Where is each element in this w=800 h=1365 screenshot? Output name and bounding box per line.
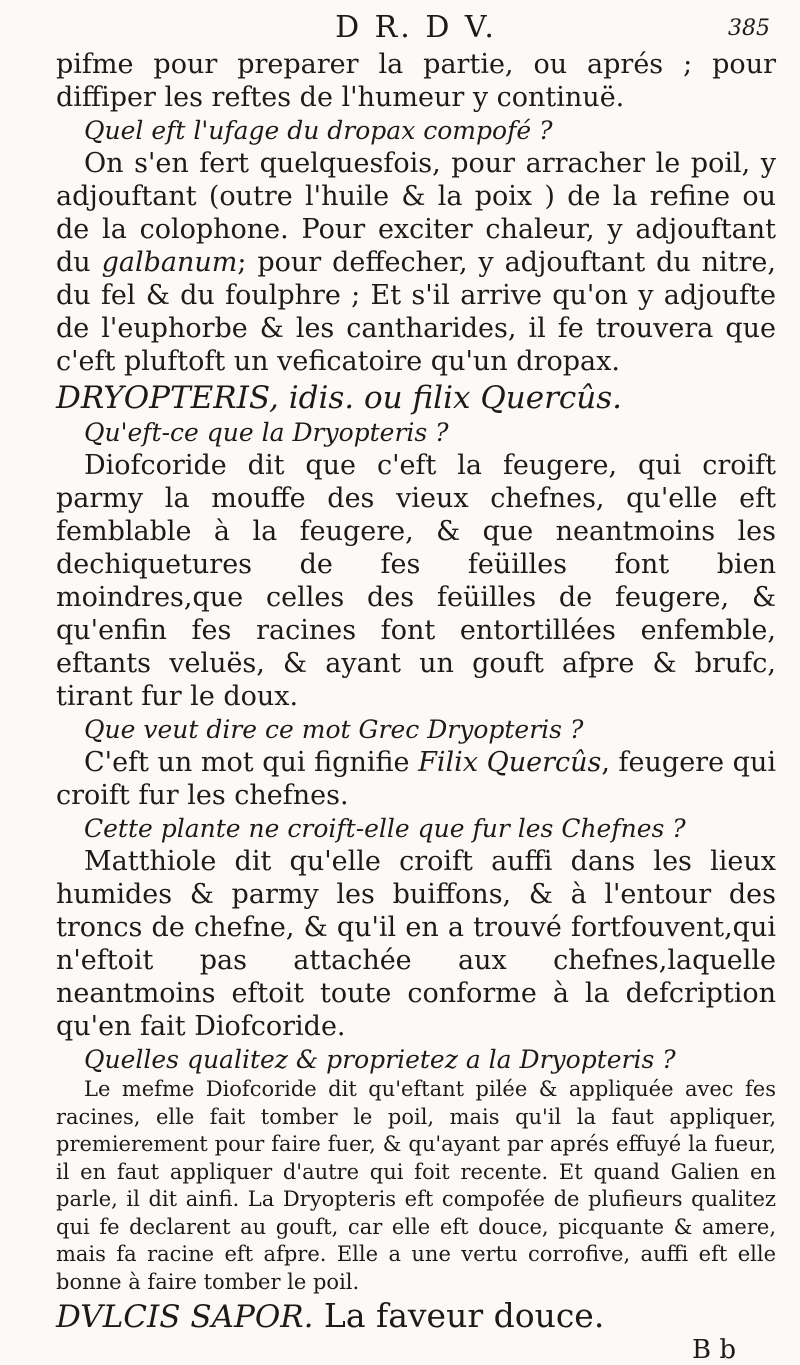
running-head-title: D R. D V. — [335, 10, 497, 45]
entry-heading-dryopteris — [56, 380, 776, 416]
paragraph-5: Matthiole dit qu'elle croift auffi dans les lieux humides & parmy les buiffons, & à l'entour des troncs de chefne, & qu'il en a trouvé fortfouvent,qui n'eftoit pas attachée aux chefnes,laquelle neantmoins eftoit toute conforme à la defcription qu'en fait Diofcoride. — [56, 846, 776, 1042]
paragraph-4-part-c: , feugere qui croift fur les chefnes. — [56, 747, 776, 811]
heading-dryopteris-word: DRYOPTERIS — [56, 380, 270, 416]
question-dropax: Quel eft l'ufage du dropax compofé ? — [84, 116, 553, 145]
heading-dryopteris-latin: filix Quercûs. — [412, 380, 622, 416]
page-number: 385 — [728, 16, 770, 41]
paragraph-4 — [56, 746, 776, 812]
signature-mark: B b — [691, 1335, 736, 1365]
paragraph-2-galbanum: galbanum — [101, 247, 238, 278]
paragraph-6: Le mefme Diofcoride dit qu'eftant pilée & appliquée avec fes racines, elle fait tomber le poil, mais qu'il la faut appliquer, premierement pour faire fuer, & qu'ayant par aprés effuyé la fueur, il en faut appliquer d'autre qui foit recente. Et quand Galien en parle, il dit ainfi. La Dryopteris eft compofée de plufieurs qualitez qui fe declarent au gouft, car elle eft douce, picquante & amere, mais fa racine eft afpre. Elle a une vertu corrofive, auffi eft elle bonne à faire tomber le poil. — [56, 1077, 776, 1294]
paragraph-3: Diofcoride dit que c'eft la feugere, qui croift parmy la mouffe des vieux chefnes, qu'elle eft femblable à la feugere, & que neantmoins les dechiquetures de fes feüilles font bien moindres,que celles des feüilles de feugere, & qu'enfin fes racines font entortillées enfemble, eftants veluës, & ayant un gouft afpre & brufc, tirant fur le doux. — [56, 450, 776, 712]
paragraph-4-filix: Filix Quercûs — [418, 747, 602, 778]
paragraph-1: pifme pour preparer la partie, ou aprés ; pour diffiper les reftes de l'humeur y continuë. — [56, 49, 776, 113]
heading-dryopteris-mid: , idis. ou — [269, 380, 413, 416]
question-dryopteris: Qu'eft-ce que la Dryopteris ? — [84, 418, 449, 447]
paragraph-2 — [56, 147, 776, 378]
paragraph-2-part-c: ; pour deffecher, y adjouftant du nitre, du fel & du foulphre ; Et s'il arrive qu'on y adjoufte de l'euphorbe & les cantharides, il fe trouvera que c'eft pluftoft un veficatoire qu'un dropax. — [56, 247, 776, 377]
paragraph-4-part-a: C'eft un mot qui fignifie — [84, 747, 419, 778]
heading-dulcis-latin: DVLCIS SAPOR. — [56, 1299, 314, 1335]
heading-dulcis-french: La faveur douce. — [313, 1296, 605, 1335]
entry-heading-dulcis — [56, 1298, 776, 1335]
paragraph-2-part-a: On s'en fert quelquesfois, pour arracher le poil, y adjouftant (outre l'huile & la poix ) de la refine ou de la colophone. Pour exciter chaleur, y adjouftant du — [56, 148, 776, 278]
question-chefnes: Cette plante ne croift-elle que fur les Chefnes ? — [84, 814, 686, 843]
running-head — [56, 0, 776, 48]
question-qualitez: Quelles qualitez & proprietez a la Dryopteris ? — [84, 1045, 676, 1074]
question-greek-word: Que veut dire ce mot Grec Dryopteris ? — [84, 715, 584, 744]
